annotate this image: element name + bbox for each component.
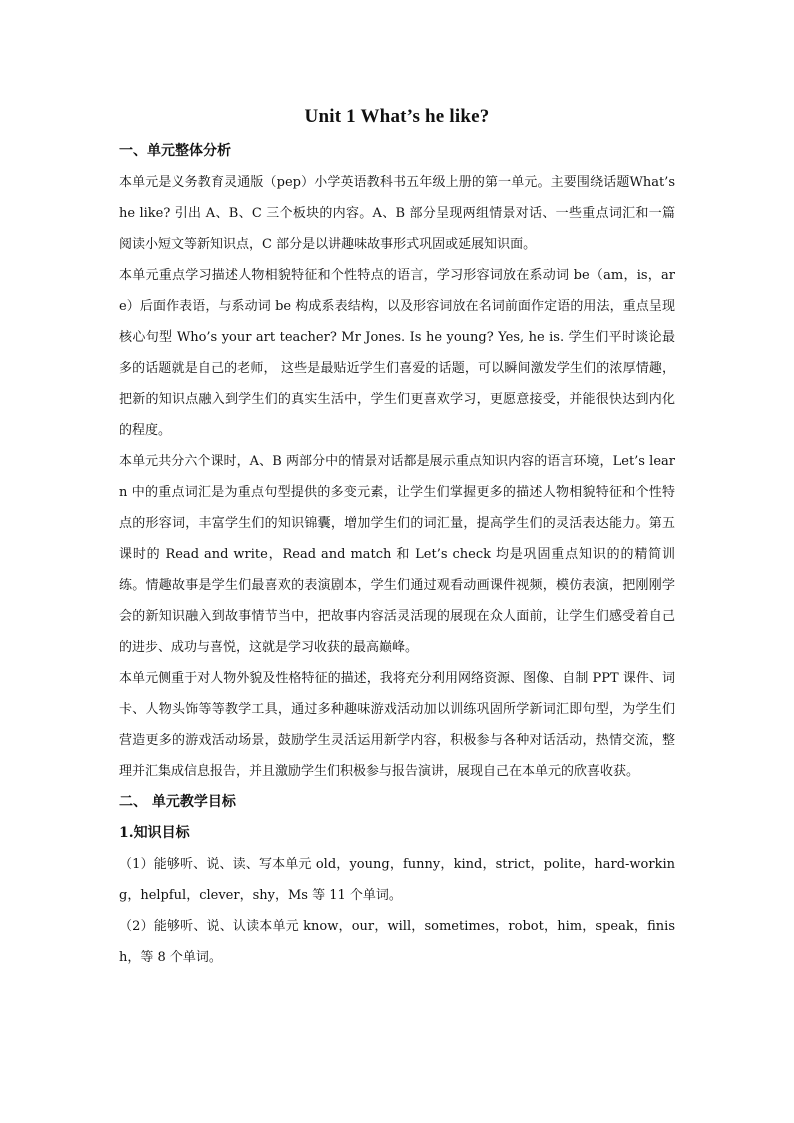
document-body (119, 104, 675, 973)
section-heading-unit-analysis: 一、单元整体分析 (119, 143, 231, 159)
document-title: Unit 1 What’s he like? (304, 106, 490, 127)
goal-item-2: （2）能够听、说、认读本单元 know，our，will，sometimes，robot，him，speak，finish，等 8 个单词。 (119, 919, 675, 965)
paragraph-key-learning: 本单元重点学习描述人物相貌特征和个性特点的语言，学习形容词放在系动词 be（am，is，are）后面作表语，与系动词 be 构成系表结构，以及形容词放在名词前面作定语的用法，重点呈现核心句型 Who’s your art teacher? Mr Jones. Is he young? Yes, he is. 学生们平时谈论最多的话题就是自己的老师， 这些是最贴近学生们喜爱的话题，可以瞬间激发学生们的浓厚情趣，把新的知识点融入到学生们的真实生活中，学生们更喜欢学习，更愿意接受，并能很快达到内化的程度。 (119, 268, 675, 438)
goal-item-1: （1）能够听、说、读、写本单元 old，young，funny，kind，strict，polite，hard-working，helpful，clever，shy，Ms 等 11 个单词。 (119, 857, 675, 903)
paragraph-lesson-structure: 本单元共分六个课时，A、B 两部分中的情景对话都是展示重点知识内容的语言环境，Let’s learn 中的重点词汇是为重点句型提供的多变元素，让学生们掌握更多的描述人物相貌特征和个性特点的形容词，丰富学生们的知识锦囊，增加学生们的词汇量，提高学生们的灵活表达能力。第五课时的 Read and write，Read and match 和 Let’s check 均是巩固重点知识的的精简训练。情趣故事是学生们最喜欢的表演剧本，学生们通过观看动画课件视频，模仿表演，把刚刚学会的新知识融入到故事情节当中，把故事内容活灵活现的展现在众人面前，让学生们感受着自己的进步、成功与喜悦，这就是学习收获的最高巅峰。 (119, 454, 675, 655)
paragraph-unit-overview: 本单元是义务教育灵通版（pep）小学英语教科书五年级上册的第一单元。主要围绕话题What’s he like? 引出 A、B、C 三个板块的内容。A、B 部分呈现两组情景对话、一些重点词汇和一篇阅读小短文等新知识点，C 部分是以讲趣味故事形式巩固或延展知识面。 (119, 175, 675, 252)
subheading-knowledge-goals: 1.知识目标 (119, 825, 190, 841)
section-heading-teaching-goals: 二、 单元教学目标 (119, 794, 236, 810)
paragraph-teaching-approach: 本单元侧重于对人物外貌及性格特征的描述，我将充分利用网络资源、图像、自制 PPT 课件、词卡、人物头饰等等教学工具，通过多种趣味游戏活动加以训练巩固所学新词汇即句型，为学生们营造更多的游戏活动场景，鼓励学生灵活运用新学内容，积极参与各种对话活动，热情交流，整理并汇集成信息报告，并且激励学生们积极参与报告演讲，展现自己在本单元的欣喜收获。 (119, 671, 675, 779)
